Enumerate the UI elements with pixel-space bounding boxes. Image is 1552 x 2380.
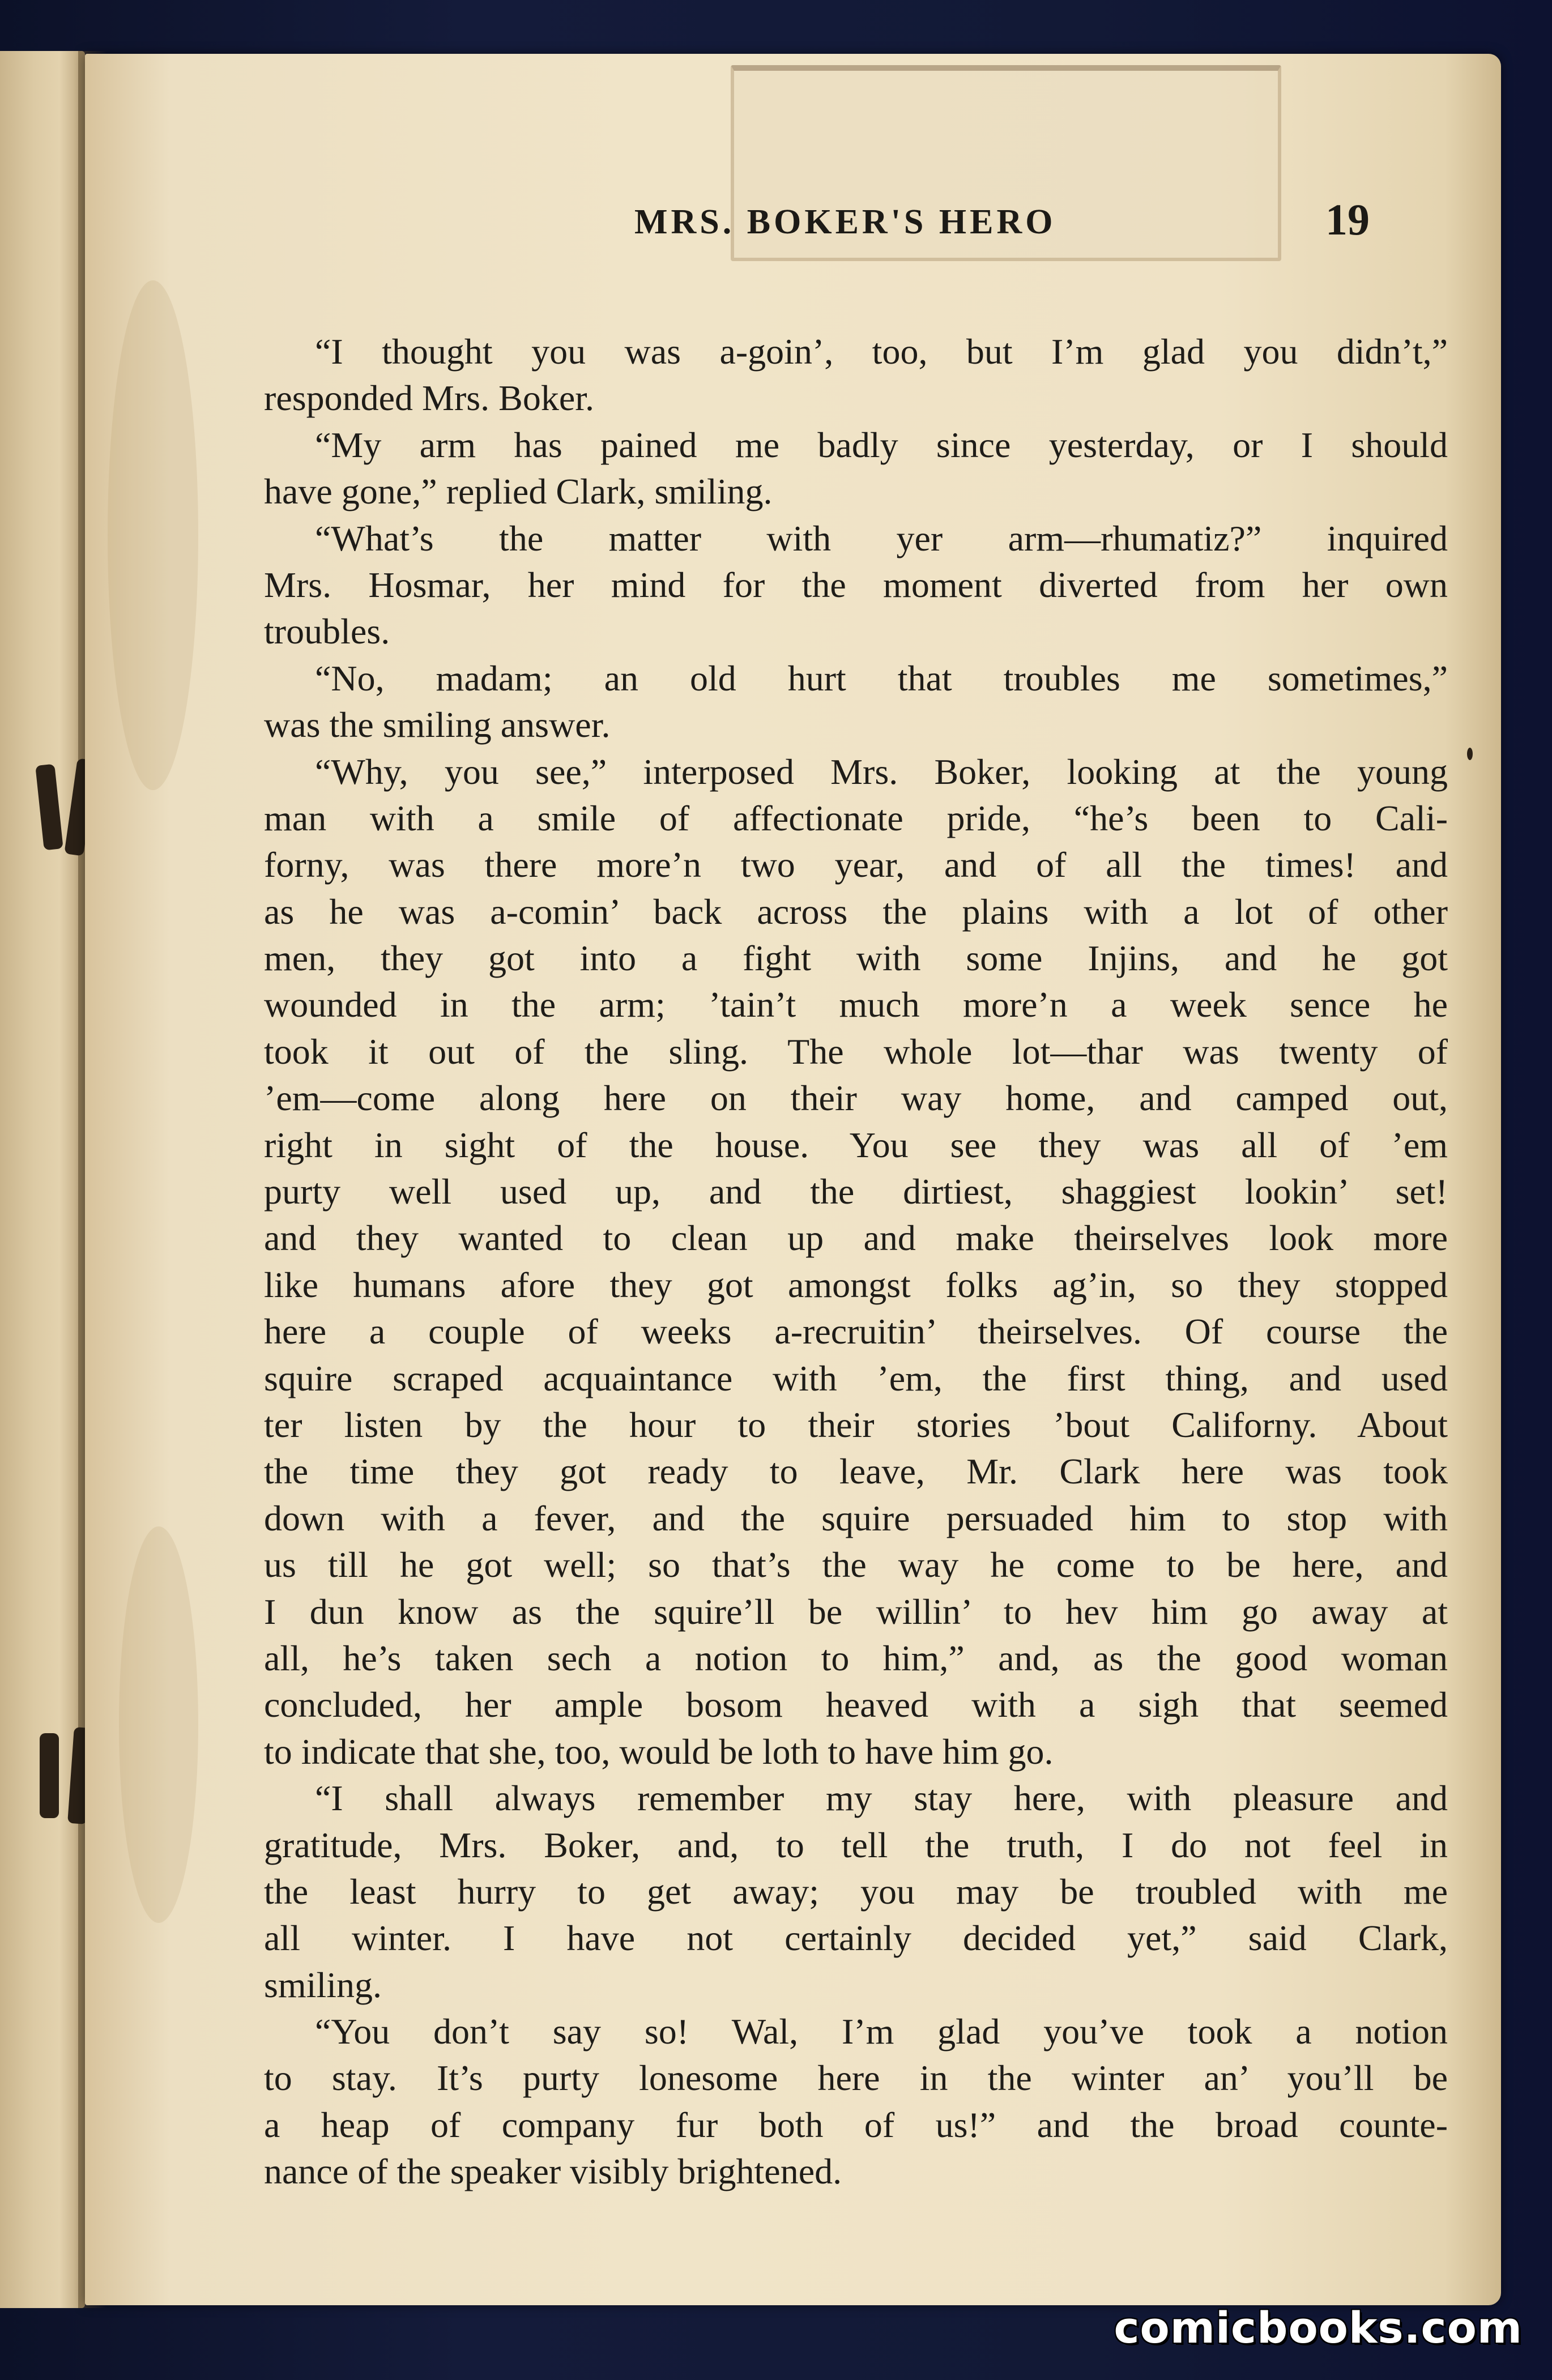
text-line: right in sight of the house. You see they was all of ’em [264,1124,1448,1165]
text-line: “My arm has pained me badly since yesterday, or I should [315,424,1448,465]
text-line: ter listen by the hour to their stories ’bout Californy. About [264,1404,1448,1445]
text-line: troubles. [264,611,390,652]
text-line: forny, was there more’n two year, and of all the times! and [264,844,1448,885]
text-line: the time they got ready to leave, Mr. Clark here was took [264,1451,1448,1492]
text-line: ’em—come along here on their way home, and camped out, [264,1078,1448,1119]
page-stain [119,1526,198,1923]
text-line: “I shall always remember my stay here, with pleasure and [315,1778,1448,1819]
text-line: all winter. I have not certainly decided yet,” said Clark, [264,1918,1448,1959]
text-line: here a couple of weeks a-recruitin’ theirselves. Of course the [264,1311,1448,1352]
text-line: a heap of company fur both of us!” and the broad counte- [264,2104,1448,2145]
text-line: and they wanted to clean up and make theirselves look more [264,1218,1448,1259]
text-line: concluded, her ample bosom heaved with a sigh that seemed [264,1684,1448,1725]
text-line: the least hurry to get away; you may be troubled with me [264,1871,1448,1912]
text-line: man with a smile of affectionate pride, “he’s been to Cali- [264,797,1448,838]
text-line: us till he got well; so that’s the way he come to be here, and [264,1545,1448,1585]
text-line: “No, madam; an old hurt that troubles me sometimes,” [315,658,1448,698]
text-line: Mrs. Hosmar, her mind for the moment diverted from her own [264,564,1448,605]
text-line: down with a fever, and the squire persuaded him to stop with [264,1498,1448,1538]
text-line: to indicate that she, too, would be loth to have him go. [264,1731,1054,1772]
text-line: to stay. It’s purty lonesome here in the winter an’ you’ll be [264,2058,1448,2099]
text-line: “You don’t say so! Wal, I’m glad you’ve took a notion [315,2011,1448,2052]
text-line: like humans afore they got amongst folks ag’in, so they stopped [264,1264,1448,1305]
text-line: “What’s the matter with yer arm—rhumatiz?” inquired [315,518,1448,558]
left-facing-page-edge [0,51,85,2308]
text-line: “Why, you see,” interposed Mrs. Boker, looking at the young [315,751,1448,792]
text-line: I dun know as the squire’ll be willin’ to hev him go away at [264,1591,1448,1632]
text-line: as he was a-comin’ back across the plains with a lot of other [264,891,1448,932]
watermark-logo: comicbooks.com [1114,2302,1523,2353]
ink-speck [1467,748,1473,760]
text-line: took it out of the sling. The whole lot—thar was twenty of [264,1031,1448,1072]
text-line: “I thought you was a-goin’, too, but I’m glad you didn’t,” [315,331,1448,372]
book-page [85,54,1501,2305]
text-line: squire scraped acquaintance with ’em, the first thing, and used [264,1358,1448,1398]
text-line: responded Mrs. Boker. [264,378,595,419]
running-head: MRS. BOKER'S HERO [634,203,1056,241]
binding-stitch-mark [40,1733,59,1818]
text-line: wounded in the arm; ’tain’t much more’n a week sence he [264,984,1448,1025]
page-stain [108,280,198,790]
text-line: purty well used up, and the dirtiest, shaggiest lookin’ set! [264,1171,1448,1212]
text-line: men, they got into a fight with some Injins, and he got [264,938,1448,979]
text-line: smiling. [264,1964,382,2005]
text-line: all, he’s taken sech a notion to him,” and, as the good woman [264,1637,1448,1678]
text-line: gratitude, Mrs. Boker, and, to tell the truth, I do not feel in [264,1824,1448,1865]
text-line: nance of the speaker visibly brightened. [264,2151,842,2192]
text-line: was the smiling answer. [264,705,611,745]
page-number: 19 [1325,195,1370,244]
text-line: have gone,” replied Clark, smiling. [264,471,773,512]
body-text [264,329,1448,2195]
